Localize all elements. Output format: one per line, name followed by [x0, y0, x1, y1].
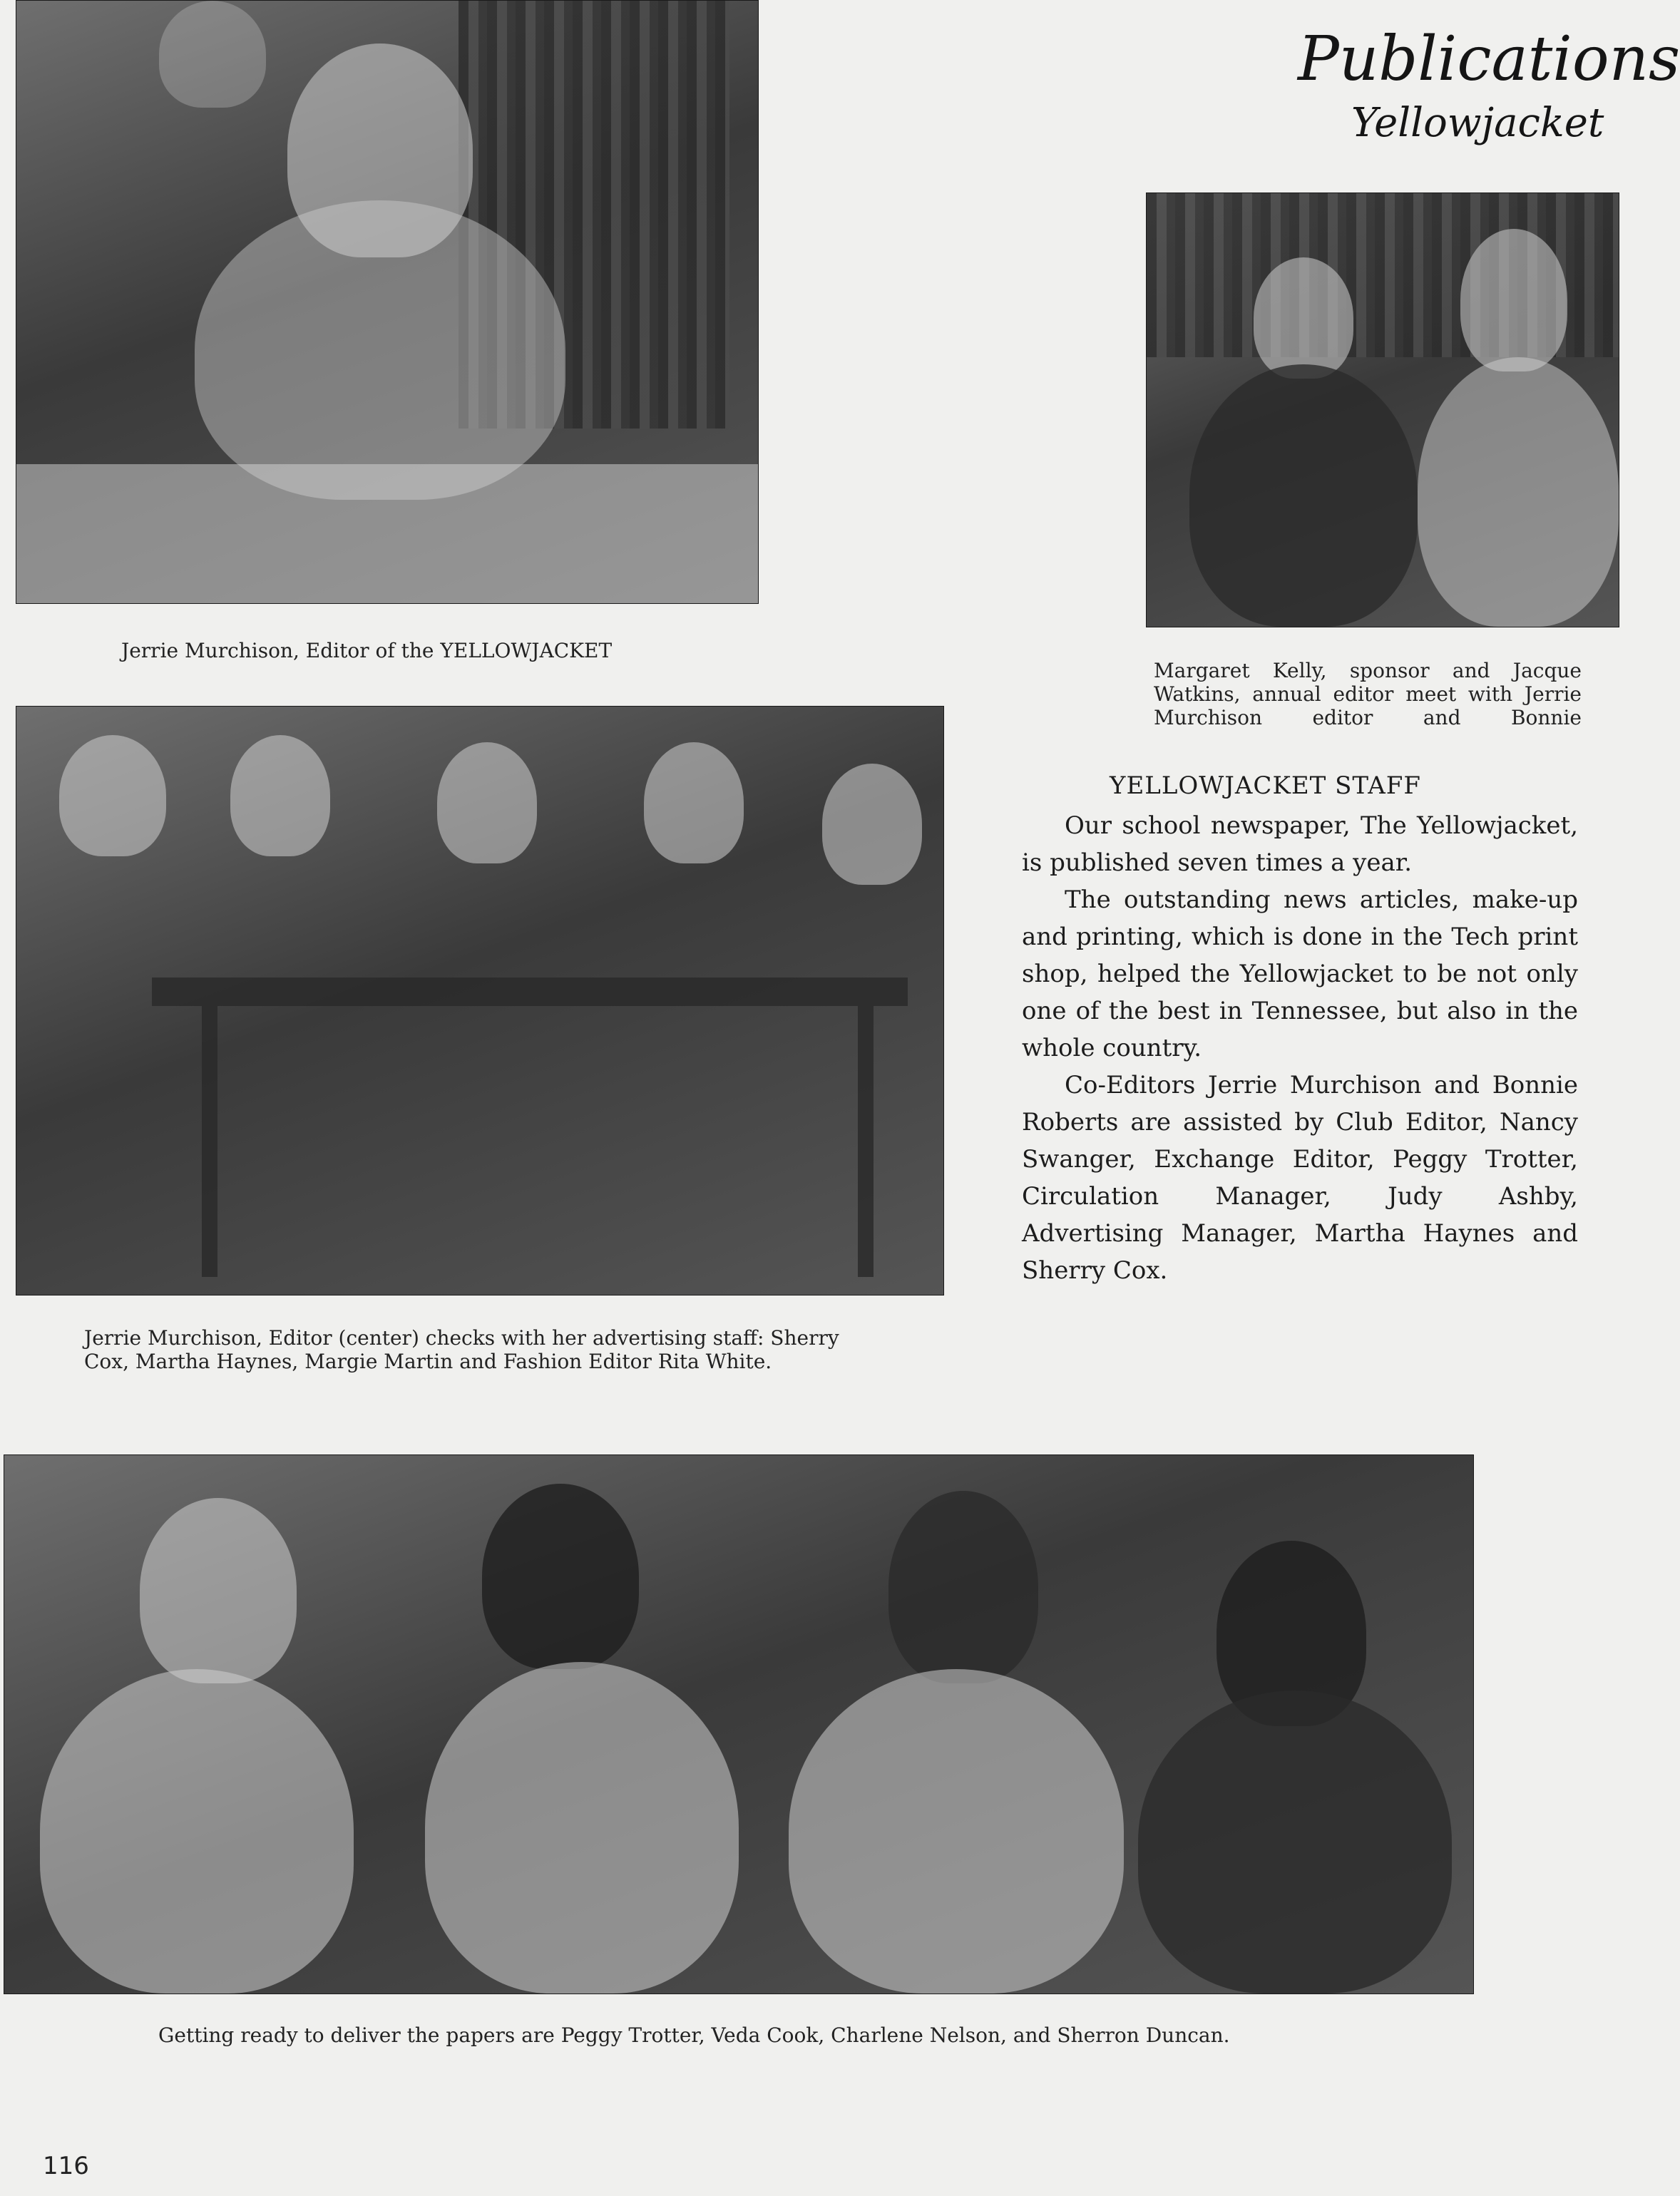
photo-paper-delivery	[4, 1454, 1474, 1994]
photo-sponsor-and-annual-editor	[1146, 193, 1619, 627]
photo-advertising-staff	[16, 706, 944, 1295]
section-subtitle: Yellowjacket	[1351, 100, 1604, 146]
caption-advertising-staff	[84, 1326, 920, 1373]
article-paragraph: Co-Editors Jerrie Murchison and Bonnie Roberts are assisted by Club Editor, Nancy Swanger, Exchange Editor, Peggy Trotter, Circulation Manager, Judy Ashby, Advertising Manager, Martha Haynes and Sherry Cox.	[1022, 1071, 1578, 1285]
photo-editor-at-desk	[16, 0, 759, 604]
article-heading: YELLOWJACKET STAFF	[1110, 771, 1421, 800]
section-title: Publications	[1298, 24, 1680, 95]
caption-editor: Jerrie Murchison, Editor of the YELLOWJACKET	[121, 639, 613, 662]
caption-line: Cox, Martha Haynes, Margie Martin and Fashion Editor Rita White.	[84, 1350, 772, 1373]
caption-line: Jerrie Murchison, Editor (center) checks with her advertising staff: Sherry	[84, 1326, 839, 1350]
page-number: 116	[43, 2152, 89, 2180]
article-paragraph: The outstanding news articles, make-up and printing, which is done in the Tech print shop, helped the Yellowjacket to be not only one of the best in Tennessee, but also in the whole country.	[1022, 886, 1578, 1062]
article-paragraph: Our school newspaper, The Yellowjacket, is published seven times a year.	[1022, 811, 1578, 877]
caption-delivery: Getting ready to deliver the papers are Peggy Trotter, Veda Cook, Charlene Nelson, and Sherron Duncan.	[158, 2023, 1230, 2047]
caption-sponsor: Margaret Kelly, sponsor and Jacque Watkins, annual editor meet with Jerrie Murchison editor and Bonnie	[1154, 659, 1582, 729]
